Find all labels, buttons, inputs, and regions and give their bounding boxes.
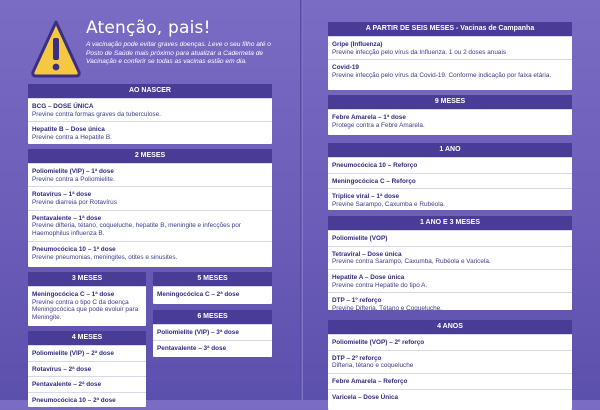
vaccine-description: Previne pneumonias, meningites, otites e sinusites.: [32, 253, 178, 261]
vaccine-name: Meningocócica C – Reforço: [332, 177, 416, 185]
vaccine-name: Hepatite B – Dose única: [32, 126, 105, 134]
section-title: A PARTIR DE SEIS MESES - Vacinas de Campanha: [328, 22, 572, 36]
vaccine-name: Pneumocócica 10 – Reforço: [332, 162, 418, 169]
list-item: [28, 376, 146, 392]
section-title: 4 ANOS: [328, 320, 572, 334]
list-item: [328, 157, 572, 173]
vaccine-description: Previne diarreia por Rotavírus: [32, 199, 117, 207]
section-title: 9 MESES: [328, 95, 572, 109]
vaccine-name: Tetraviral – Dose única: [332, 250, 402, 258]
list-item: [328, 109, 572, 132]
section-title: 1 ANO E 3 MESES: [328, 216, 572, 230]
vaccine-name: Meningocócica C – 2ª dose: [157, 291, 240, 298]
right-page: [303, 0, 600, 400]
section-title: 5 MESES: [153, 272, 272, 286]
vaccine-description: Previne infecção pelo vírus da Influenza. 1 ou 2 doses anuais: [332, 48, 507, 56]
vaccine-description: Protege contra a Febre Amarela.: [332, 121, 425, 129]
vaccine-name: DTP – 1º reforço: [332, 297, 382, 305]
vaccine-description: Previne contra Hepatite do tipo A.: [332, 281, 428, 289]
warning-text: A vacinação pode evitar graves doenças. Leve o seu filho até o Posto de Saúde mais próximo para atualizar a Caderneta de Vacinação e conferir se todas as vacinas estão em dia.: [86, 41, 271, 66]
list-item: [28, 98, 272, 121]
list-item: [328, 350, 572, 373]
vaccine-name: Pentavalente – 2ª dose: [32, 381, 102, 389]
list-item: [28, 361, 146, 377]
warning-icon: [30, 18, 82, 80]
list-item: [328, 373, 572, 389]
vaccine-name: Poliomielite (VOP) – 2º reforço: [332, 339, 425, 346]
vaccine-name: Pentavalente – 3ª dose: [157, 344, 227, 352]
vaccine-name: Poliomielite (VIP) – 2ª dose: [32, 350, 114, 357]
section-9-meses: [328, 95, 572, 135]
vaccine-name: Varicela – Dose Única: [332, 393, 399, 401]
vaccine-name: Gripe (Influenza): [332, 41, 383, 48]
list-item: [153, 324, 272, 340]
vaccine-description: Previne contra formas graves da tuberculose.: [32, 110, 161, 118]
vaccine-name: Pneumocócica 10 – 2ª dose: [32, 397, 116, 405]
section-5-meses: [153, 272, 272, 304]
left-page: [0, 0, 300, 405]
section-campanha: [328, 22, 572, 90]
section-4-anos: [328, 320, 572, 410]
vaccine-name: Febre Amarela – 1ª dose: [332, 114, 406, 121]
vaccine-description: Previne Difteria, Tétano e Coqueluche.: [332, 305, 443, 313]
list-item: [28, 210, 272, 241]
list-item: [28, 286, 146, 325]
list-item: [328, 59, 572, 82]
vaccine-name: Pneumocócica 10 – 1ª dose: [32, 245, 116, 253]
vaccine-description: Difteria, tétano e coqueluche: [332, 362, 414, 370]
vaccine-name: Poliomielite (VOP): [332, 235, 388, 242]
section-ao-nascer: [28, 84, 272, 144]
vaccine-name: Rotavírus – 1ª dose: [32, 191, 92, 199]
vaccine-description: Previne contra a Hepatite B.: [32, 134, 112, 142]
vaccine-name: Poliomielite (VIP) – 1ª dose: [32, 168, 114, 175]
list-item: [28, 392, 146, 408]
vaccine-description: Previne contra Sarampo, Caxumba, Rubéola e Varicela.: [332, 258, 491, 266]
list-item: [328, 389, 572, 405]
section-3-meses: [28, 272, 146, 326]
vaccine-name: Meningocócica C – 1ª dose: [32, 291, 115, 298]
section-4-meses: [28, 331, 146, 407]
section-1-ano-3-meses: [328, 216, 572, 313]
list-item: [328, 246, 572, 269]
section-2-meses: [28, 149, 272, 267]
list-item: [153, 340, 272, 356]
vaccine-name: Tríplice viral – 1ª dose: [332, 193, 400, 201]
section-title: 1 ANO: [328, 143, 572, 157]
vaccine-description: Previne contra o tipo C da doença Meningocócica que pode evoluir para Meningite.: [32, 298, 139, 322]
vaccine-description: Previne contra a Poliomielite.: [32, 175, 115, 183]
list-item: [328, 36, 572, 59]
list-item: [328, 173, 572, 189]
section-title: AO NASCER: [28, 84, 272, 98]
vaccine-description: Previne Sarampo, Caxumba e Rubéola.: [332, 201, 445, 209]
vaccine-name: Poliomielite (VIP) – 3ª dose: [157, 329, 239, 336]
warning-title: Atenção, pais!: [86, 18, 211, 38]
section-title: 6 MESES: [153, 310, 272, 324]
list-item: [328, 230, 572, 246]
list-item: [153, 286, 272, 302]
section-title: 3 MESES: [28, 272, 146, 286]
vaccine-name: Febre Amarela – Reforço: [332, 378, 408, 386]
section-6-meses: [153, 310, 272, 357]
vaccine-description: Previne infecção pelo vírus da Covid-19. Conforme indicação por faixa etária.: [332, 72, 552, 80]
list-item: [28, 163, 272, 186]
vaccine-name: Rotavírus – 2ª dose: [32, 365, 92, 373]
section-title: 2 MESES: [28, 149, 272, 163]
section-title: 4 MESES: [28, 331, 146, 345]
list-item: [28, 186, 272, 209]
list-item: [328, 292, 572, 315]
vaccine-name: Hepatite A – Dose única: [332, 274, 405, 282]
vaccine-name: DTP – 2º reforço: [332, 354, 382, 362]
list-item: [28, 241, 272, 264]
list-item: [28, 121, 272, 144]
vaccine-name: Covid-19: [332, 64, 359, 72]
vaccine-name: Pentavalente – 1ª dose: [32, 214, 102, 222]
vaccine-name: BCG – DOSE ÚNICA: [32, 103, 94, 110]
list-item: [328, 269, 572, 292]
list-item: [328, 334, 572, 350]
list-item: [28, 345, 146, 361]
list-item: [328, 188, 572, 211]
section-1-ano: [328, 143, 572, 210]
vaccine-description: Previne difteria, tétano, coqueluche, hepatite B, meningite e infecções por Haemophilus influenza B.: [32, 222, 241, 238]
